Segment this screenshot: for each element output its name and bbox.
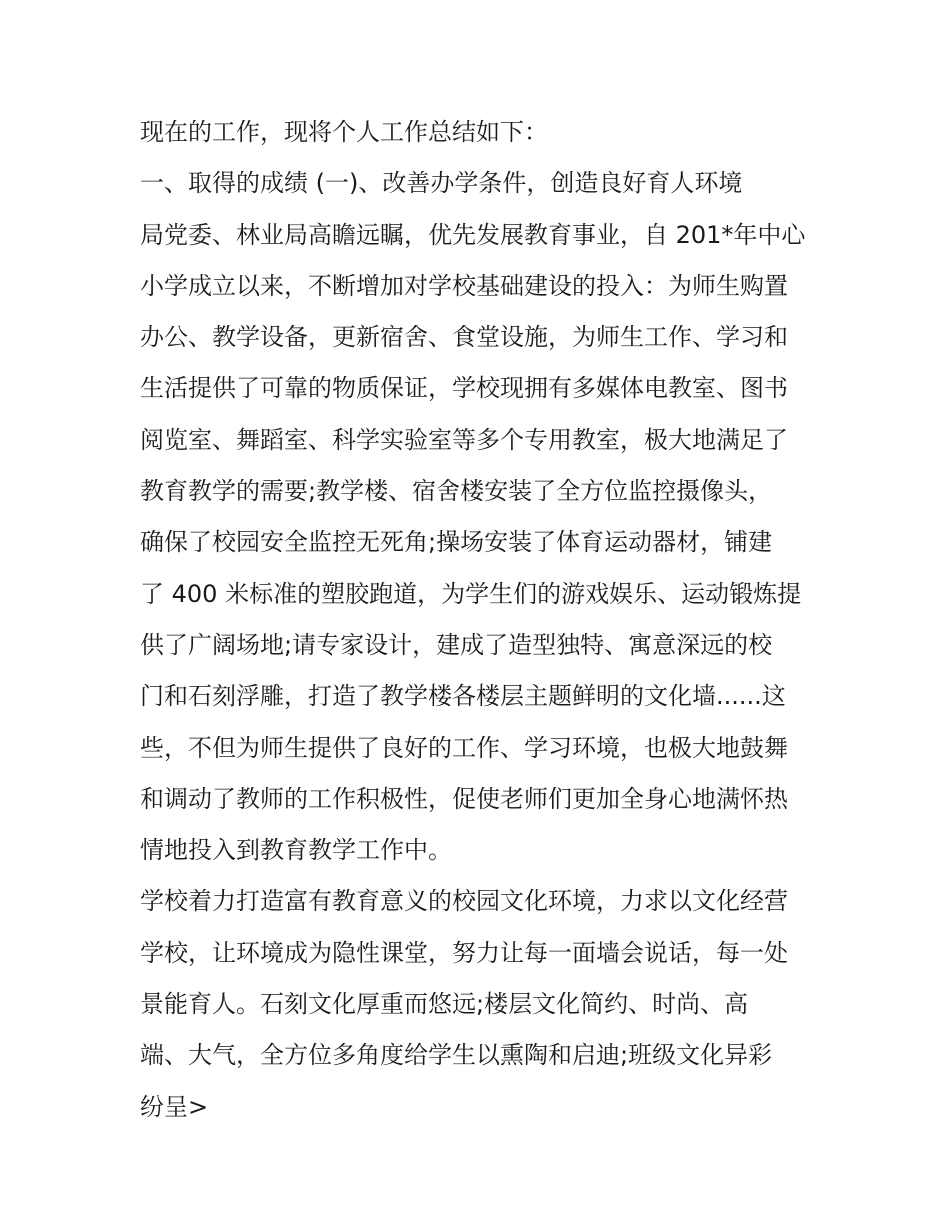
text-line: 纷呈> — [140, 1092, 209, 1121]
text-line: 小学成立以来，不断增加对学校基础建设的投入：为师生购置 — [140, 271, 788, 300]
text-line: 门和石刻浮雕，打造了教学楼各楼层主题鲜明的文化墙......这 — [140, 682, 786, 711]
text-line: 办公、教学设备，更新宿舍、食堂设施，为师生工作、学习和 — [140, 323, 788, 352]
text-line: 供了广阔场地;请专家设计，建成了造型独特、寓意深远的校 — [140, 630, 773, 659]
text-line: 了 400 米标准的塑胶跑道，为学生们的游戏娱乐、运动锻炼提 — [140, 579, 802, 608]
text-line: 现在的工作，现将个人工作总结如下： — [140, 118, 548, 146]
text-line: 一、取得的成绩 (一)、改善办学条件，创造良好育人环境 — [140, 169, 743, 198]
document-body — [140, 107, 830, 1133]
text-line: 些，不但为师生提供了良好的工作、学习环境，也极大地鼓舞 — [140, 733, 788, 762]
text-line: 局党委、林业局高瞻远瞩，优先发展教育事业，自 201*年中心 — [140, 220, 806, 249]
text-line: 阅览室、舞蹈室、科学实验室等多个专用教室，极大地满足了 — [140, 425, 788, 454]
text-line: 学校着力打造富有教育意义的校园文化环境，力求以文化经营 — [140, 887, 788, 916]
text-line: 和调动了教师的工作积极性，促使老师们更加全身心地满怀热 — [140, 784, 788, 813]
text-line: 景能育人。石刻文化厚重而悠远;楼层文化简约、时尚、高 — [140, 990, 749, 1019]
text-line: 学校，让环境成为隐性课堂，努力让每一面墙会说话，每一处 — [140, 938, 788, 967]
text-line: 教育教学的需要;教学楼、宿舍楼安装了全方位监控摄像头， — [140, 477, 773, 506]
text-line: 端、大气，全方位多角度给学生以熏陶和启迪;班级文化异彩 — [140, 1041, 773, 1070]
text-line: 确保了校园安全监控无死角;操场安装了体育运动器材，铺建 — [140, 528, 773, 557]
text-line: 生活提供了可靠的物质保证，学校现拥有多媒体电教室、图书 — [140, 374, 788, 403]
text-line: 情地投入到教育教学工作中。 — [140, 836, 452, 865]
